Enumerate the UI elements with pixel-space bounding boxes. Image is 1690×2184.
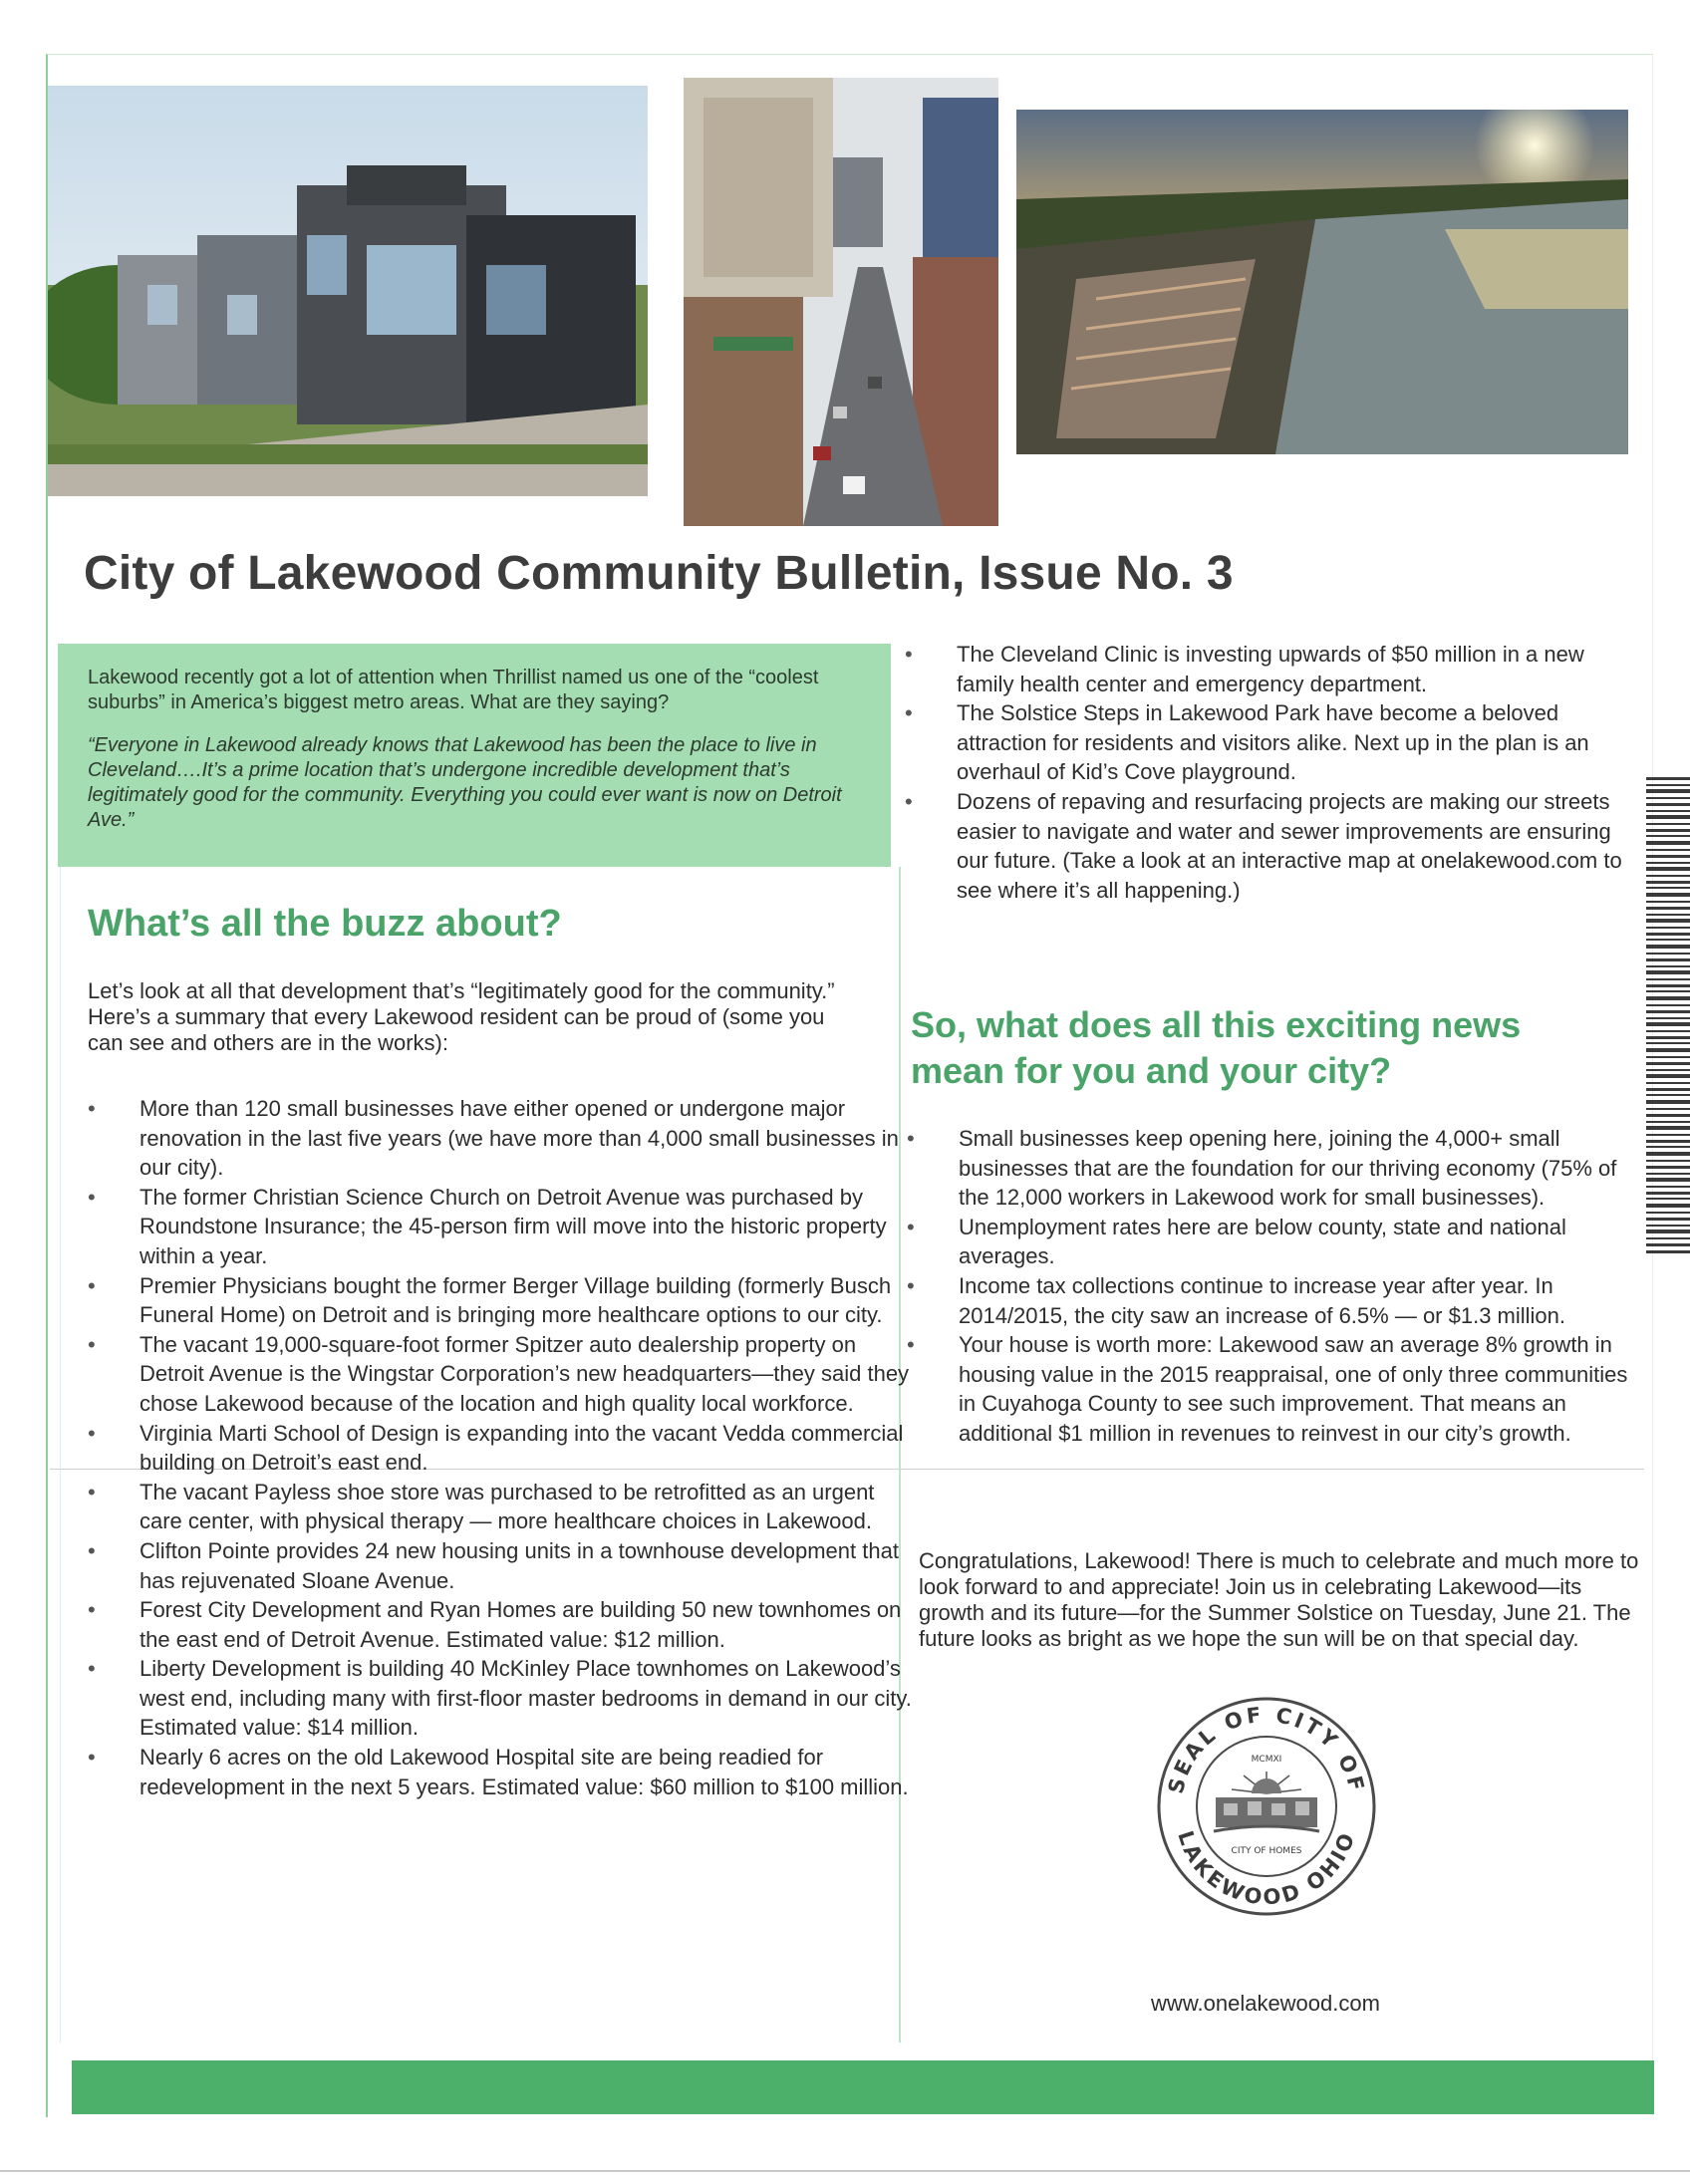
projects-list [957, 640, 1634, 905]
list-item: • Clifton Pointe provides 24 new housing units in a townhouse development that has rejuvenated Sloane Avenue. [88, 1536, 917, 1595]
list-item: • Nearly 6 acres on the old Lakewood Hospital site are being readied for redevelopment in the next 5 years. Estimated value: $60 million to $100 million. [88, 1743, 917, 1801]
list-item: • Income tax collections continue to increase year after year. In 2014/2015, the city saw an increase of 6.5% — or $1.3 million. [907, 1271, 1646, 1330]
closing-paragraph: Congratulations, Lakewood! There is much to celebrate and much more to look forward to and appreciate! Join us in celebrating Lakewood—its growth and its future—for the Summer Solstice on Tuesday, June 21. The future looks as bright as we hope the sun will be on that special day. [919, 1548, 1639, 1651]
news-heading: So, what does all this exciting news mean for you and your city? [911, 1004, 1522, 1091]
website-link[interactable]: www.onelakewood.com [1151, 1991, 1380, 2016]
footer-bar [72, 2060, 1654, 2114]
list-item: • Your house is worth more: Lakewood saw an average 8% growth in housing value in the 2015 reappraisal, one of only three communities in Cuyahoga County to see such improvement. That means an additional $1 million in revenues to reinvest in our city’s growth. [907, 1330, 1646, 1448]
list-item: • Premier Physicians bought the former Berger Village building (formerly Busch Funeral Home) on Detroit and is bringing more healthcare options to our city. [88, 1271, 917, 1330]
list-item: • The Cleveland Clinic is investing upwards of $50 million in a new family health center and emergency department. [905, 640, 1634, 698]
lakefront-sunset-photo [1016, 110, 1628, 454]
detroit-avenue-photo [684, 78, 998, 526]
svg-text:SEAL OF CITY OF: SEAL OF CITY OF [1163, 1702, 1370, 1796]
scan-edge [0, 2170, 1690, 2172]
list-item: • The vacant 19,000-square-foot former Spitzer auto dealership property on Detroit Avenue is the Wingstar Corporation’s new headquarters—they said they chose Lakewood because of the location and high quality local workforce. [88, 1330, 917, 1419]
page-title: City of Lakewood Community Bulletin, Issue No. 3 [84, 547, 1234, 600]
townhomes-photo [48, 86, 648, 496]
list-item: • Small businesses keep opening here, joining the 4,000+ small businesses that are the foundation for our thriving economy (75% of the 12,000 workers in Lakewood work for small businesses). [907, 1124, 1646, 1213]
list-item: • The vacant Payless shoe store was purchased to be retrofitted as an urgent care center, with physical therapy — more healthcare choices in Lakewood. [88, 1478, 917, 1536]
buzz-intro: Let’s look at all that development that’s “legitimately good for the community.” Here’s a summary that every Lakewood resident can be proud of (some you can see and others are in the works): [88, 978, 835, 1055]
buzz-heading: What’s all the buzz about? [88, 903, 562, 945]
list-item: • Liberty Development is building 40 McKinley Place townhomes on Lakewood’s west end, including many with first-floor master bedrooms in demand in our city. Estimated value: $14 million. [88, 1654, 917, 1743]
quote-text: “Everyone in Lakewood already knows that Lakewood has been the place to live in Cleveland….It’s a prime location that’s undergone incredible development that’s legitimately good for the community. Everything you could ever want is now on Detroit Ave.” [88, 734, 842, 831]
list-item: • The Solstice Steps in Lakewood Park have become a beloved attraction for residents and visitors alike. Next up in the plan is an overhaul of Kid’s Cove playground. [905, 698, 1634, 787]
list-item: • Dozens of repaving and resurfacing projects are making our streets easier to navigate and water and sewer improvements are ensuring our future. (Take a look at an interactive map at onelakewood.com to see where it’s all happening.) [905, 787, 1634, 905]
list-item: • Forest City Development and Ryan Homes are building 50 new townhomes on the east end of Detroit Avenue. Estimated value: $12 million. [88, 1595, 917, 1654]
svg-text:LAKEWOOD OHIO: LAKEWOOD OHIO [1173, 1827, 1360, 1910]
thrillist-quote-box [58, 644, 891, 867]
barcode [1646, 777, 1690, 1255]
list-item: • More than 120 small businesses have either opened or undergone major renovation in the last five years (we have more than 4,000 small businesses in our city). [88, 1094, 917, 1183]
quote-intro: Lakewood recently got a lot of attention when Thrillist named us one of the “coolest suburbs” in America’s biggest metro areas. What are they saying? [88, 667, 819, 713]
left-border [60, 867, 61, 2043]
city-seal-icon [1154, 1694, 1379, 1919]
svg-text:CITY OF HOMES: CITY OF HOMES [1231, 1846, 1302, 1856]
benefits-list [959, 1124, 1646, 1449]
list-item: • The former Christian Science Church on Detroit Avenue was purchased by Roundstone Insurance; the 45-person firm will move into the historic property within a year. [88, 1183, 917, 1271]
list-item: • Virginia Marti School of Design is expanding into the vacant Vedda commercial building on Detroit’s east end. [88, 1419, 917, 1478]
list-item: • Unemployment rates here are below county, state and national averages. [907, 1213, 1646, 1271]
development-list [140, 1094, 917, 1801]
svg-text:MCMXI: MCMXI [1251, 1755, 1282, 1765]
